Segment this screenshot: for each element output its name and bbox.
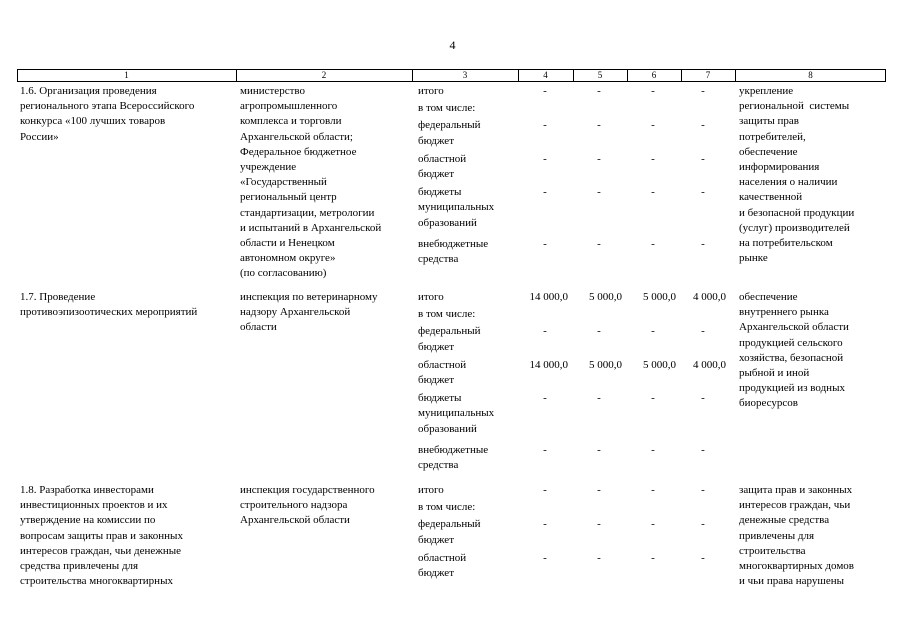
amount-value: - bbox=[597, 443, 601, 456]
executor-text: Архангельской области bbox=[240, 514, 350, 527]
source-label: бюджет bbox=[418, 134, 454, 147]
activity-text: конкурса «100 лучших товаров bbox=[20, 115, 166, 128]
amount-value: - bbox=[543, 392, 547, 405]
amount-value: - bbox=[651, 119, 655, 132]
source-label: федеральный bbox=[418, 325, 481, 338]
amount-value: - bbox=[597, 484, 601, 496]
source-label: бюджет bbox=[418, 168, 454, 180]
amount-value: - bbox=[597, 392, 601, 405]
result-text: Архангельской области bbox=[739, 321, 849, 334]
activity-text: России» bbox=[20, 130, 59, 143]
amount-value: 5 000,0 bbox=[589, 291, 622, 303]
amount-value: - bbox=[597, 518, 601, 531]
executor-text: инспекция по ветеринарному bbox=[240, 291, 378, 303]
source-label: муниципальных bbox=[418, 407, 495, 420]
source-label: образований bbox=[418, 216, 477, 229]
result-text: потребителей, bbox=[739, 130, 806, 143]
header-column-4: 4 bbox=[543, 70, 548, 80]
amount-value: - bbox=[543, 152, 547, 165]
header-column-6: 6 bbox=[651, 70, 657, 80]
header-column-7: 7 bbox=[705, 70, 711, 80]
amount-value: - bbox=[543, 325, 547, 338]
amount-value: - bbox=[597, 237, 601, 250]
activity-text: 1.8. Разработка инвесторами bbox=[20, 484, 154, 496]
source-label: внебюджетные bbox=[418, 443, 489, 456]
result-text: защиты прав bbox=[739, 115, 799, 128]
amount-value: - bbox=[701, 392, 705, 405]
result-text: обеспечение bbox=[739, 291, 798, 303]
amount-value: - bbox=[651, 325, 655, 338]
amount-value: - bbox=[597, 119, 601, 132]
amount-value: - bbox=[597, 186, 601, 199]
result-text: биоресурсов bbox=[739, 397, 798, 410]
amount-value: 4 000,0 bbox=[693, 291, 726, 303]
amount-value: 5 000,0 bbox=[589, 358, 622, 371]
executor-text: комплекса и торговли bbox=[240, 115, 342, 128]
amount-value: - bbox=[543, 443, 547, 456]
source-label: бюджет bbox=[418, 567, 454, 579]
result-text: на потребительском bbox=[739, 237, 833, 249]
activity-text: противоэпизоотических мероприятий bbox=[20, 306, 198, 319]
amount-value: - bbox=[597, 325, 601, 338]
activity-text: средства привлечены для bbox=[20, 560, 139, 572]
source-label: итого bbox=[418, 484, 444, 496]
source-label: внебюджетные bbox=[418, 237, 489, 250]
result-text: качественной bbox=[739, 191, 803, 204]
source-label: федеральный bbox=[418, 119, 481, 132]
amount-value: - bbox=[701, 443, 705, 456]
result-text: региональной системы bbox=[739, 100, 850, 113]
source-label: в том числе: bbox=[418, 501, 476, 514]
amount-value: 5 000,0 bbox=[643, 291, 676, 303]
amount-value: - bbox=[543, 186, 547, 199]
amount-value: - bbox=[701, 325, 705, 338]
result-text: привлечены для bbox=[739, 529, 815, 542]
amount-value: 4 000,0 bbox=[693, 358, 726, 371]
result-text: (услуг) производителей bbox=[739, 221, 850, 234]
amount-value: - bbox=[543, 551, 547, 564]
amount-value: - bbox=[651, 484, 655, 496]
executor-text: «Государственный bbox=[240, 176, 327, 189]
source-label: бюджет bbox=[418, 533, 454, 546]
result-text: денежные средства bbox=[739, 514, 830, 527]
result-text: и чьи права нарушены bbox=[739, 575, 845, 588]
amount-value: - bbox=[543, 237, 547, 250]
source-label: итого bbox=[418, 85, 444, 97]
result-text: населения о наличии bbox=[739, 176, 838, 189]
activity-text: 1.7. Проведение bbox=[20, 291, 96, 303]
executor-text: учреждение bbox=[240, 161, 297, 173]
amount-value: - bbox=[543, 518, 547, 531]
amount-value: - bbox=[701, 85, 705, 97]
amount-value: - bbox=[701, 152, 705, 165]
source-label: бюджет bbox=[418, 374, 454, 386]
source-label: областной bbox=[418, 152, 467, 165]
amount-value: - bbox=[701, 551, 705, 564]
amount-value: - bbox=[651, 551, 655, 564]
amount-value: - bbox=[701, 119, 705, 132]
executor-text: агропромышленного bbox=[240, 100, 338, 113]
activity-text: интересов граждан, чьи денежные bbox=[20, 544, 181, 557]
activity-text: утверждение на комиссии по bbox=[20, 514, 156, 527]
result-text: рыбной и иной bbox=[739, 367, 810, 379]
amount-value: 14 000,0 bbox=[529, 291, 568, 303]
amount-value: - bbox=[543, 85, 547, 97]
executor-text: Архангельской области; bbox=[240, 130, 353, 143]
executor-text: надзору Архангельской bbox=[240, 306, 351, 319]
result-text: рынке bbox=[739, 252, 768, 265]
amount-value: - bbox=[651, 237, 655, 250]
activity-text: регионального этапа Всероссийского bbox=[20, 100, 195, 113]
executor-text: (по согласованию) bbox=[240, 267, 327, 280]
amount-value: - bbox=[651, 392, 655, 405]
source-label: образований bbox=[418, 422, 477, 435]
source-label: в том числе: bbox=[418, 308, 476, 321]
amount-value: - bbox=[701, 484, 705, 496]
amount-value: - bbox=[543, 119, 547, 132]
result-text: внутреннего рынка bbox=[739, 306, 829, 319]
source-label: областной bbox=[418, 358, 467, 371]
result-text: продукцией сельского bbox=[739, 336, 843, 349]
source-label: бюджеты bbox=[418, 186, 462, 199]
executor-text: региональный центр bbox=[240, 191, 337, 204]
result-text: хозяйства, безопасной bbox=[739, 351, 844, 364]
result-text: многоквартирных домов bbox=[739, 560, 854, 572]
executor-text: инспекция государственного bbox=[240, 484, 375, 496]
amount-value: - bbox=[651, 152, 655, 165]
activity-text: 1.6. Организация проведения bbox=[20, 85, 157, 97]
executor-text: области и Ненецком bbox=[240, 237, 335, 249]
amount-value: - bbox=[651, 85, 655, 97]
header-column-1: 1 bbox=[124, 70, 129, 80]
source-label: средства bbox=[418, 253, 459, 266]
activity-text: инвестиционных проектов и их bbox=[20, 499, 168, 512]
executor-text: стандартизации, метрологии bbox=[240, 206, 375, 219]
amount-value: - bbox=[651, 186, 655, 199]
result-text: обеспечение bbox=[739, 145, 798, 158]
executor-text: министерство bbox=[240, 85, 306, 97]
executor-text: автономном округе» bbox=[240, 252, 336, 265]
result-text: продукцией из водных bbox=[739, 382, 845, 395]
source-label: бюджеты bbox=[418, 392, 462, 405]
result-text: интересов граждан, чьи bbox=[739, 499, 851, 512]
amount-value: - bbox=[701, 518, 705, 531]
amount-value: - bbox=[597, 551, 601, 564]
result-text: защита прав и законных bbox=[739, 484, 853, 496]
amount-value: - bbox=[651, 443, 655, 456]
source-label: в том числе: bbox=[418, 102, 476, 115]
activity-text: вопросам защиты прав и законных bbox=[20, 529, 183, 542]
executor-text: строительного надзора bbox=[240, 499, 348, 512]
amount-value: - bbox=[701, 237, 705, 250]
result-text: строительства bbox=[739, 544, 806, 557]
result-text: укрепление bbox=[739, 85, 794, 97]
amount-value: 5 000,0 bbox=[643, 358, 676, 371]
header-column-3: 3 bbox=[462, 70, 468, 80]
executor-text: Федеральное бюджетное bbox=[240, 145, 357, 158]
source-label: муниципальных bbox=[418, 201, 495, 214]
header-column-5: 5 bbox=[597, 70, 603, 80]
amount-value: - bbox=[543, 484, 547, 496]
source-label: федеральный bbox=[418, 518, 481, 531]
result-text: и безопасной продукции bbox=[739, 206, 855, 219]
source-label: итого bbox=[418, 291, 444, 303]
amount-value: - bbox=[701, 186, 705, 199]
executor-text: области bbox=[240, 321, 277, 334]
source-label: областной bbox=[418, 551, 467, 564]
amount-value: 14 000,0 bbox=[529, 358, 568, 371]
header-column-2: 2 bbox=[321, 70, 327, 80]
table-header bbox=[17, 69, 886, 82]
result-text: информирования bbox=[739, 161, 820, 173]
executor-text: и испытаний в Архангельской bbox=[240, 221, 382, 234]
activity-text: строительства многоквартирных bbox=[20, 575, 173, 588]
amount-value: - bbox=[597, 152, 601, 165]
source-label: средства bbox=[418, 459, 459, 472]
header-column-8: 8 bbox=[808, 70, 813, 80]
page-number: 4 bbox=[449, 38, 456, 52]
source-label: бюджет bbox=[418, 340, 454, 353]
amount-value: - bbox=[651, 518, 655, 531]
amount-value: - bbox=[597, 85, 601, 97]
